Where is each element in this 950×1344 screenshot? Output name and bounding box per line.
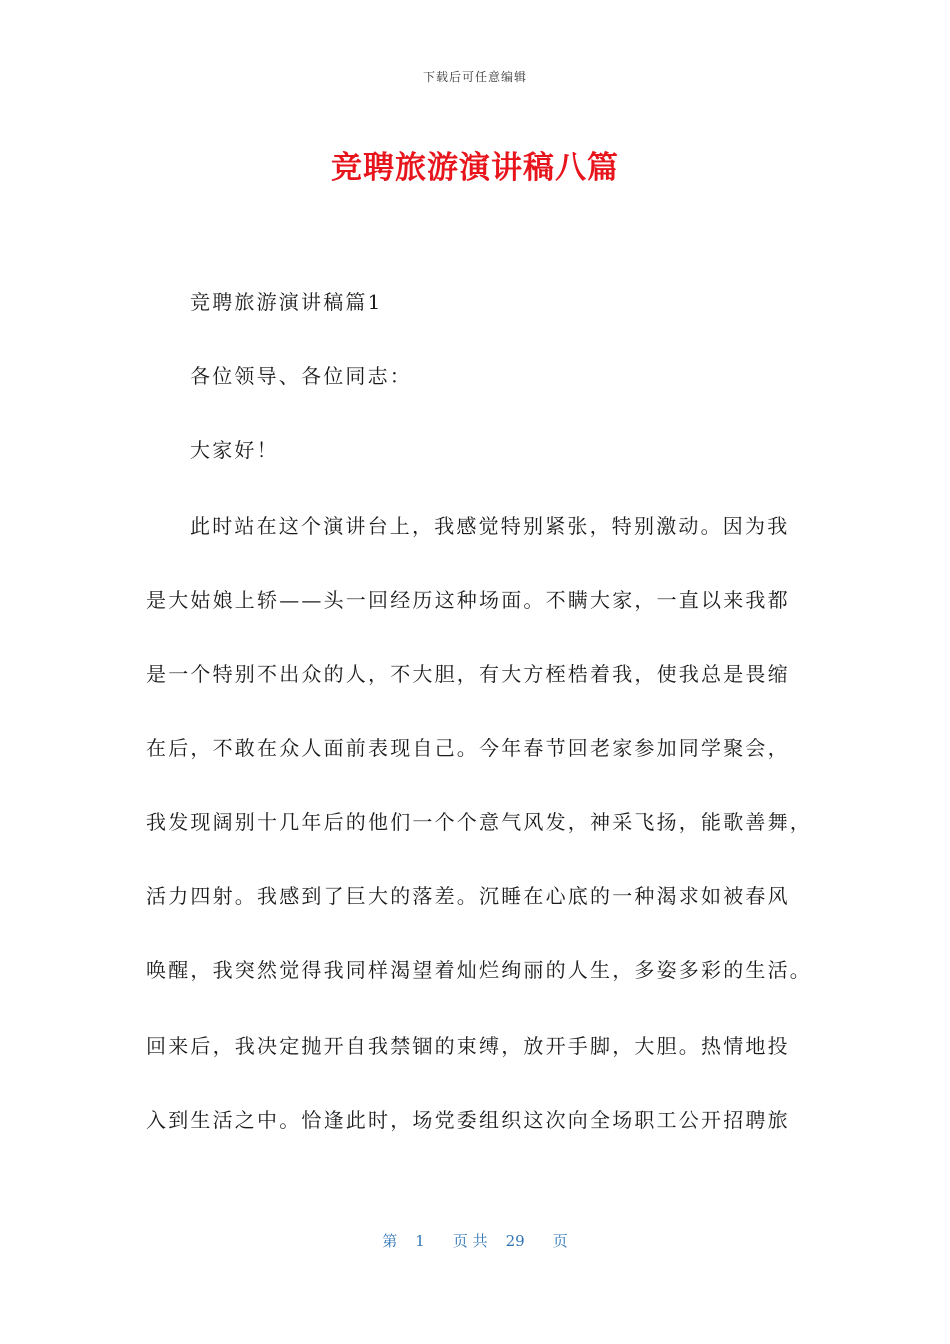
paragraph-line: 是大姑娘上轿——头一回经历这种场面。不瞒大家，一直以来我都 bbox=[146, 588, 790, 612]
salutation: 各位领导、各位同志： bbox=[190, 364, 412, 388]
paragraph-line: 是一个特别不出众的人，不大胆，有大方桎梏着我，使我总是畏缩 bbox=[146, 662, 790, 686]
footer-total-prefix: 页 共 bbox=[452, 1232, 488, 1250]
document-title: 竞聘旅游演讲稿八篇 bbox=[331, 150, 619, 186]
paragraph-line: 活力四射。我感到了巨大的落差。沉睡在心底的一种渴求如被春风 bbox=[146, 884, 790, 908]
paragraph-line: 我发现阔别十几年后的他们一个个意气风发，神采飞扬，能歌善舞， bbox=[146, 810, 812, 834]
footer-page-number: 1 bbox=[415, 1232, 425, 1250]
paragraph-line: 唤醒，我突然觉得我同样渴望着灿烂绚丽的人生，多姿多彩的生活。 bbox=[146, 958, 812, 982]
paragraph-line: 回来后，我决定抛开自我禁锢的束缚，放开手脚，大胆。热情地投 bbox=[146, 1034, 790, 1058]
footer-page-label: 第 bbox=[382, 1232, 398, 1250]
footer-total-pages: 29 bbox=[505, 1232, 525, 1250]
paragraph-line: 此时站在这个演讲台上，我感觉特别紧张，特别激动。因为我 bbox=[190, 514, 790, 538]
section-heading: 竞聘旅游演讲稿篇1 bbox=[190, 290, 383, 314]
footer-total-suffix: 页 bbox=[552, 1232, 568, 1250]
page-footer bbox=[0, 1230, 950, 1251]
paragraph-line: 在后，不敢在众人面前表现自己。今年春节回老家参加同学聚会， bbox=[146, 736, 790, 760]
paragraph-line: 入到生活之中。恰逢此时，场党委组织这次向全场职工公开招聘旅 bbox=[146, 1108, 790, 1132]
header-note: 下载后可任意编辑 bbox=[422, 70, 527, 84]
greeting: 大家好！ bbox=[190, 438, 279, 462]
